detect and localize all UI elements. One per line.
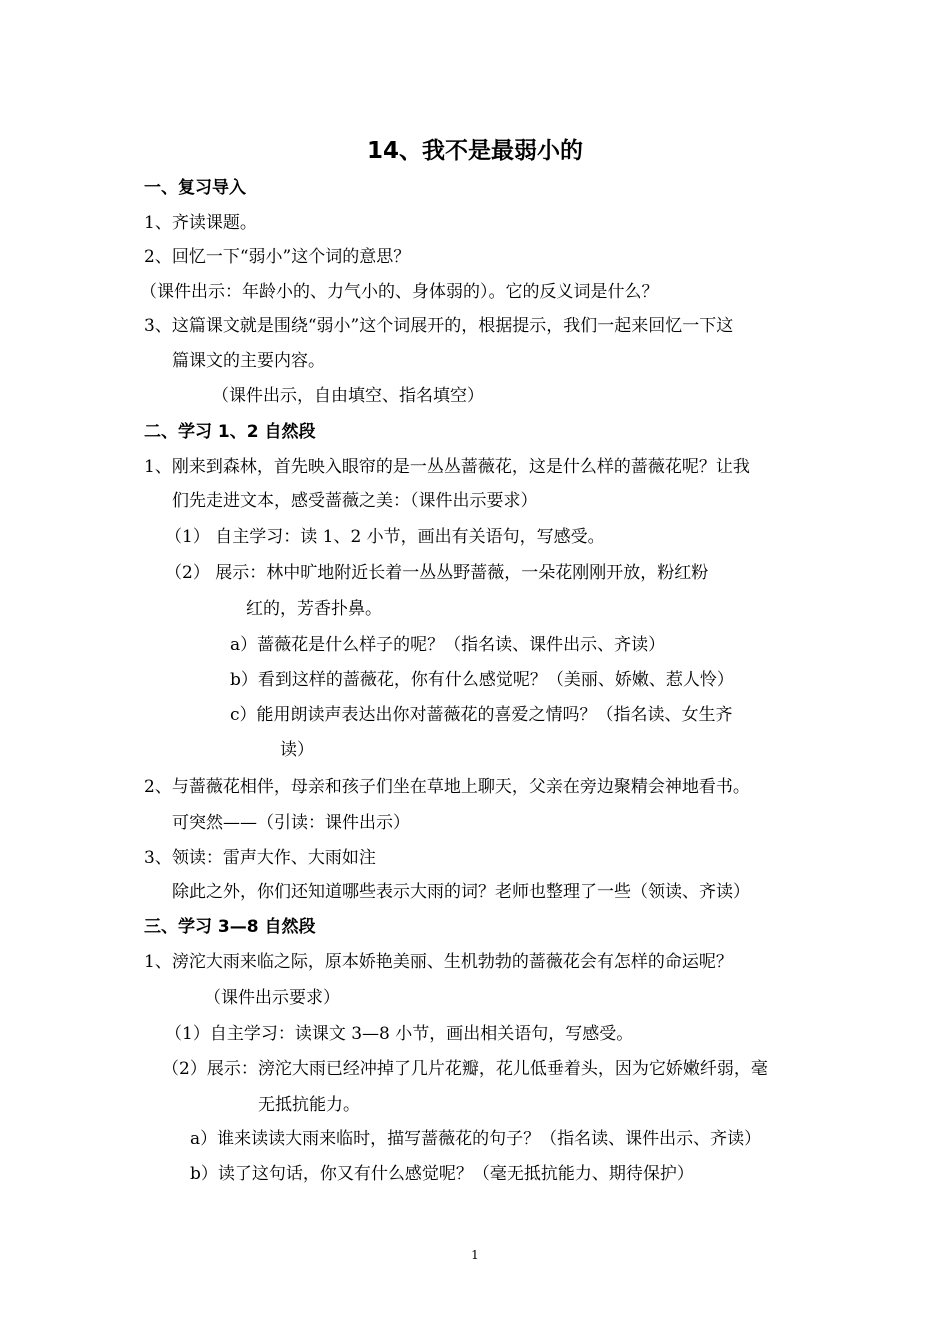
paragraph-line: 可突然——（引读：课件出示）	[172, 813, 410, 833]
paragraph-line: 2、回忆一下“弱小”这个词的意思？	[144, 247, 411, 267]
paragraph-line: 1、齐读课题。	[144, 213, 257, 233]
paragraph-line: 3、这篇课文就是围绕“弱小”这个词展开的，根据提示，我们一起来回忆一下这	[144, 316, 734, 336]
section-heading-1: 一、复习导入	[144, 178, 246, 198]
list-item: a）谁来读读大雨来临时，描写蔷薇花的句子？（指名读、课件出示、齐读）	[190, 1129, 762, 1149]
paragraph-line: 红的，芳香扑鼻。	[246, 599, 382, 619]
paragraph-line: 无抵抗能力。	[258, 1095, 360, 1115]
paragraph-line: （2） 展示：林中旷地附近长着一丛丛野蔷薇，一朵花刚刚开放，粉红粉	[165, 563, 709, 583]
paragraph-line: 们先走进文本，感受蔷薇之美：（课件出示要求）	[172, 491, 538, 511]
list-item: b）读了这句话，你又有什么感觉呢？（毫无抵抗能力、期待保护）	[190, 1164, 694, 1184]
document-title: 14、我不是最弱小的	[366, 138, 583, 164]
paragraph-line: （1） 自主学习：读 1、2 小节，画出有关语句，写感受。	[165, 527, 605, 547]
paragraph-line: 2、与蔷薇花相伴，母亲和孩子们坐在草地上聊天，父亲在旁边聚精会神地看书。	[144, 777, 750, 797]
paragraph-line: （课件出示要求）	[204, 988, 340, 1008]
list-item: c）能用朗读声表达出你对蔷薇花的喜爱之情吗？（指名读、女生齐	[230, 705, 733, 725]
paragraph-line: 1、滂沱大雨来临之际，原本娇艳美丽、生机勃勃的蔷薇花会有怎样的命运呢？	[144, 952, 733, 972]
paragraph-line: （2）展示：滂沱大雨已经冲掉了几片花瓣，花儿低垂着头，因为它娇嫩纤弱，毫	[162, 1059, 768, 1079]
paragraph-line: （课件出示：年龄小的、力气小的、身体弱的）。它的反义词是什么？	[140, 282, 659, 302]
paragraph-line: 3、领读：雷声大作、大雨如注	[144, 848, 376, 868]
list-item: a）蔷薇花是什么样子的呢？（指名读、课件出示、齐读）	[230, 635, 666, 655]
paragraph-line: （1）自主学习：读课文 3—8 小节，画出相关语句，写感受。	[165, 1024, 634, 1044]
section-heading-3: 三、学习 3—8 自然段	[144, 917, 316, 937]
paragraph-line: 篇课文的主要内容。	[172, 351, 325, 371]
paragraph-line: 读）	[280, 740, 314, 760]
section-heading-2: 二、学习 1、2 自然段	[144, 422, 316, 442]
list-item: b）看到这样的蔷薇花，你有什么感觉呢？（美丽、娇嫩、惹人怜）	[230, 670, 734, 690]
paragraph-line: 除此之外，你们还知道哪些表示大雨的词？老师也整理了一些（领读、齐读）	[172, 882, 750, 902]
paragraph-line: （课件出示，自由填空、指名填空）	[212, 386, 484, 406]
paragraph-line: 1、刚来到森林，首先映入眼帘的是一丛丛蔷薇花，这是什么样的蔷薇花呢？让我	[144, 457, 750, 477]
page-number: 1	[471, 1248, 479, 1262]
